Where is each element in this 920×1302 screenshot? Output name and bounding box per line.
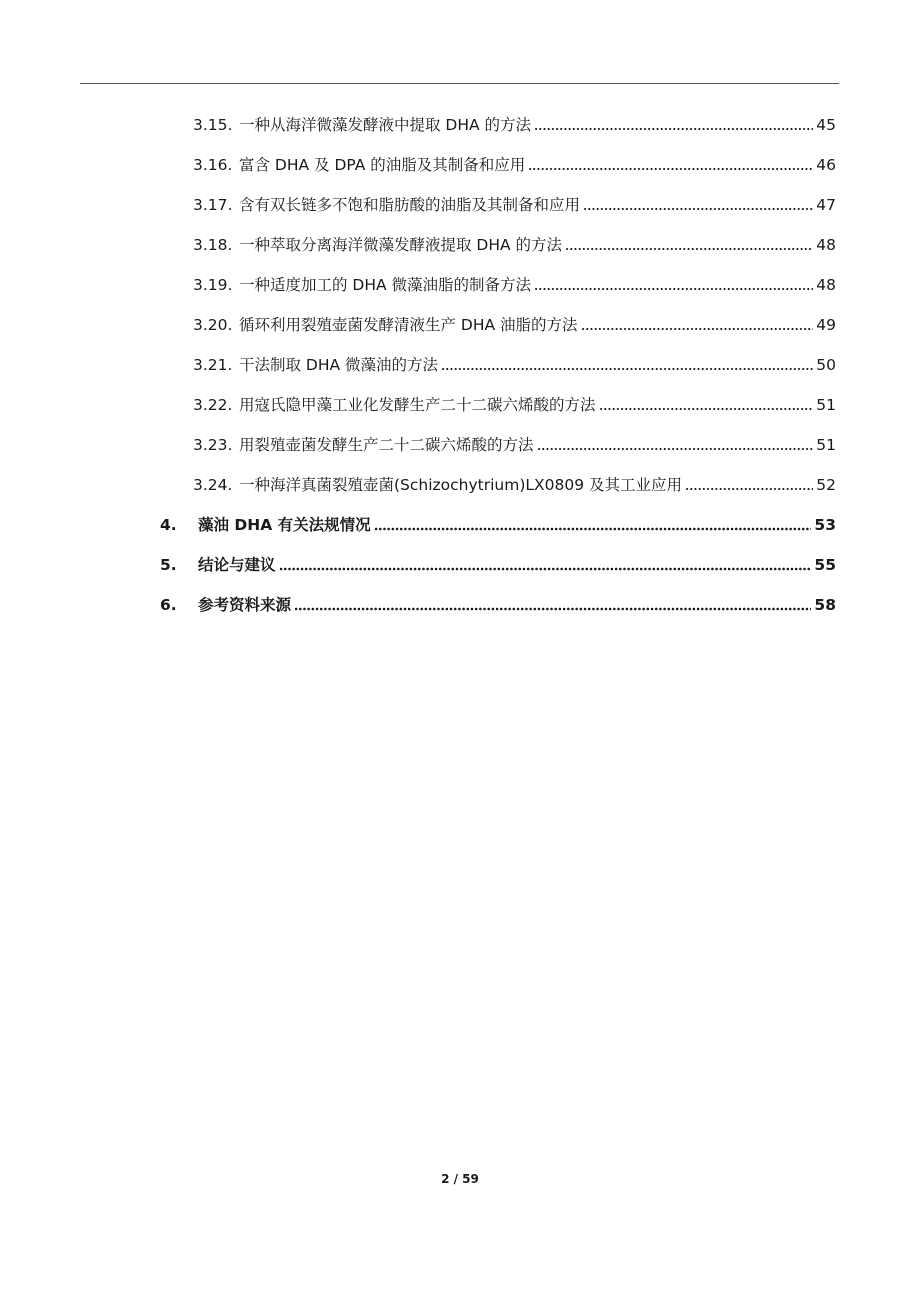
toc-entry-number: 3.20. [193, 316, 233, 334]
toc-entry-title: 富含 DHA 及 DPA 的油脂及其制备和应用 [239, 156, 526, 174]
toc-entry-page: 55 [814, 556, 836, 574]
dot-leader [583, 207, 813, 211]
toc-entry[interactable] [160, 586, 836, 616]
dot-leader [534, 287, 813, 291]
toc-entry[interactable] [193, 146, 836, 176]
dot-leader [685, 487, 813, 491]
toc-entry[interactable] [193, 226, 836, 256]
toc-entry-title: 干法制取 DHA 微藻油的方法 [239, 356, 439, 374]
toc-entry-number: 3.23. [193, 436, 233, 454]
toc-entry-page: 53 [814, 516, 836, 534]
toc-entry-title: 藻油 DHA 有关法规情况 [198, 516, 371, 534]
dot-leader [441, 367, 813, 371]
toc-entry[interactable] [160, 506, 836, 536]
toc-entry-number: 3.18. [193, 236, 233, 254]
toc-entry-title: 循环利用裂殖壶菌发酵清液生产 DHA 油脂的方法 [239, 316, 578, 334]
toc-entry-page: 58 [814, 596, 836, 614]
toc-entry-page: 49 [816, 316, 836, 334]
toc-entry-number: 3.22. [193, 396, 233, 414]
toc-entry-title: 用寇氏隐甲藻工业化发酵生产二十二碳六烯酸的方法 [239, 396, 596, 414]
toc-entry-page: 50 [816, 356, 836, 374]
toc-entry[interactable] [193, 346, 836, 376]
toc-entry[interactable] [193, 266, 836, 296]
toc-entry-number: 3.19. [193, 276, 233, 294]
dot-leader [528, 167, 813, 171]
page-number: 2 / 59 [441, 1172, 479, 1186]
dot-leader [537, 447, 814, 451]
toc-entry[interactable] [193, 106, 836, 136]
toc-entry-number: 5. [160, 556, 177, 574]
toc-entry[interactable] [193, 306, 836, 336]
toc-entry-title: 一种从海洋微藻发酵液中提取 DHA 的方法 [239, 116, 532, 134]
toc-entry-title: 一种适度加工的 DHA 微藻油脂的制备方法 [239, 276, 532, 294]
toc-entry-number: 6. [160, 596, 177, 614]
toc-entry-page: 51 [816, 396, 836, 414]
dot-leader [599, 407, 814, 411]
toc-entry[interactable] [193, 186, 836, 216]
toc-entry-title: 一种海洋真菌裂殖壶菌(Schizochytrium)LX0809 及其工业应用 [239, 476, 683, 494]
toc-entry-page: 46 [816, 156, 836, 174]
dot-leader [581, 327, 814, 331]
toc-entry-number: 3.21. [193, 356, 233, 374]
toc-entry-page: 51 [816, 436, 836, 454]
dot-leader [279, 567, 812, 571]
toc-entry-number: 3.15. [193, 116, 233, 134]
toc-entry-title: 结论与建议 [198, 556, 276, 574]
dot-leader [294, 607, 811, 611]
toc-entry-page: 47 [816, 196, 836, 214]
dot-leader [374, 527, 812, 531]
toc-entry-number: 3.16. [193, 156, 233, 174]
toc-entry[interactable] [193, 466, 836, 496]
toc-entry-title: 参考资料来源 [198, 596, 292, 614]
header-rule [80, 83, 839, 84]
toc-entry[interactable] [193, 426, 836, 456]
toc-entry-page: 48 [816, 276, 836, 294]
toc-entry-number: 3.24. [193, 476, 233, 494]
toc-entry[interactable] [160, 546, 836, 576]
toc-entry-title: 用裂殖壶菌发酵生产二十二碳六烯酸的方法 [239, 436, 534, 454]
dot-leader [565, 247, 813, 251]
dot-leader [534, 127, 813, 131]
toc-entry[interactable] [193, 386, 836, 416]
toc-entry-number: 4. [160, 516, 177, 534]
toc-entry-page: 45 [816, 116, 836, 134]
toc-entry-page: 52 [816, 476, 836, 494]
toc-entry-number: 3.17. [193, 196, 233, 214]
toc-entry-page: 48 [816, 236, 836, 254]
toc-entry-title: 一种萃取分离海洋微藻发酵液提取 DHA 的方法 [239, 236, 563, 254]
toc-entry-title: 含有双长链多不饱和脂肪酸的油脂及其制备和应用 [239, 196, 581, 214]
